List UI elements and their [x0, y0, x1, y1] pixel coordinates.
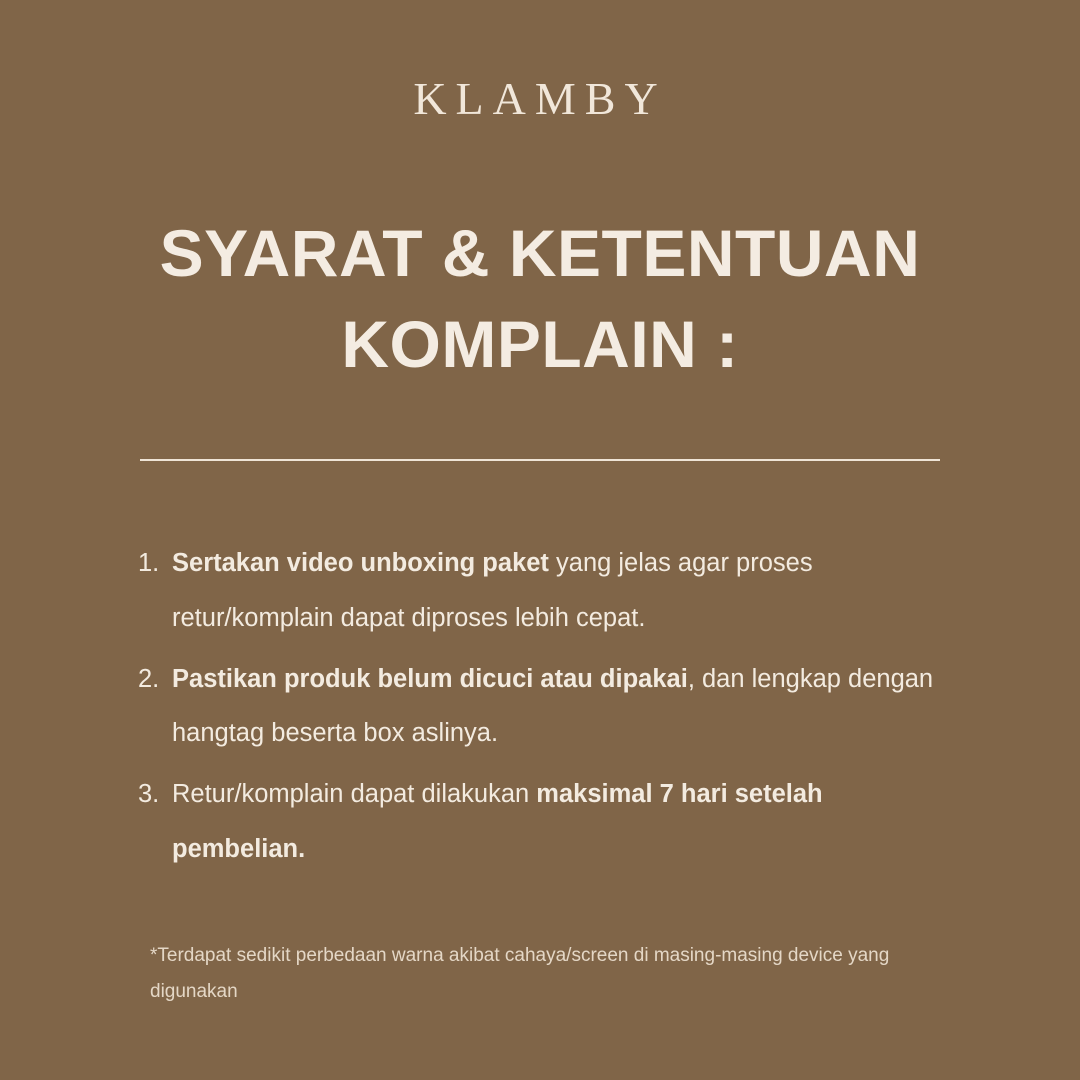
list-item-text [172, 767, 958, 877]
list-item-text-normal: Retur/komplain dapat dilakukan [172, 780, 537, 809]
list-item [138, 536, 958, 646]
list-item-text-bold: Sertakan video unboxing paket [172, 549, 549, 577]
list-item-text-normal: yang jelas agar proses retur/komplain dapat diproses lebih cepat. [172, 549, 813, 632]
list-item-number: 3. [138, 780, 160, 809]
list-item [138, 767, 958, 877]
page-title-line-2: KOMPLAIN : [341, 307, 739, 382]
list-item [138, 652, 958, 762]
divider [140, 459, 940, 461]
list-item-text [172, 536, 958, 646]
list-item-text-normal: , dan lengkap dengan hangtag beserta box aslinya. [172, 664, 934, 748]
page-title-line-1: SYARAT & KETENTUAN [159, 216, 921, 290]
terms-list [138, 536, 958, 883]
list-item-text-bold: maksimal 7 hari setelah pembelian. [172, 780, 823, 864]
footnote: *Terdapat sedikit perbedaan warna akibat cahaya/screen di masing-masing device yang digunakan [150, 945, 890, 1003]
page-title [90, 208, 990, 390]
list-item-number: 2. [138, 664, 160, 693]
list-item-text [172, 652, 958, 762]
brand-logo: KLAMBY [413, 73, 667, 124]
list-item-number: 1. [138, 549, 160, 577]
list-item-text-bold: Pastikan produk belum dicuci atau dipakai [172, 664, 688, 693]
